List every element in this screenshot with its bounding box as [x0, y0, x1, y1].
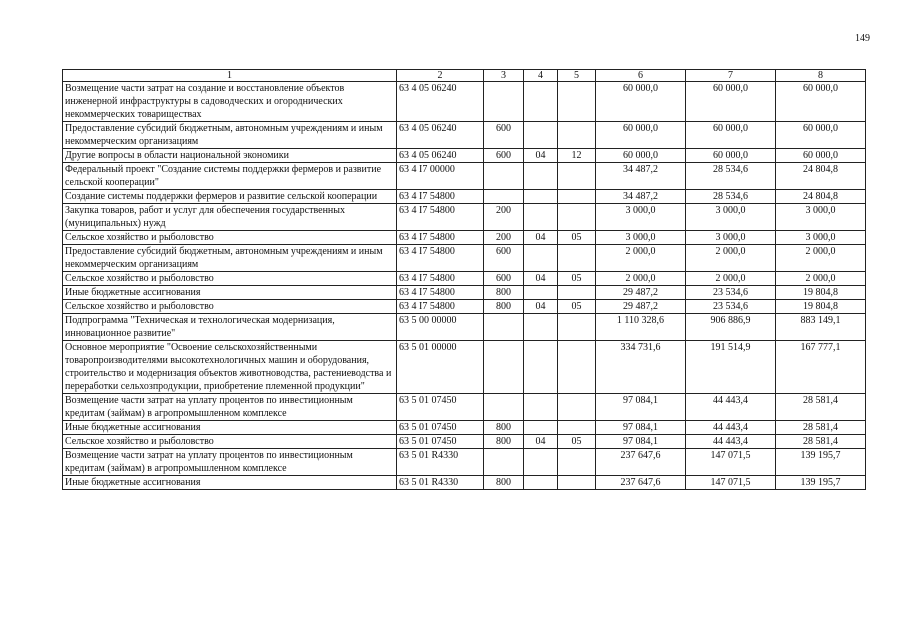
- amount-col6-cell: 60 000,0: [596, 82, 686, 122]
- section-cell: 04: [524, 300, 558, 314]
- table-row: [63, 286, 866, 300]
- amount-col6-cell: 60 000,0: [596, 122, 686, 149]
- budget-table: [62, 69, 866, 490]
- expense-type-cell: [484, 449, 524, 476]
- expense-type-cell: 600: [484, 272, 524, 286]
- amount-col7-cell: 28 534,6: [686, 190, 776, 204]
- expense-type-cell: 600: [484, 245, 524, 272]
- subsection-cell: [558, 190, 596, 204]
- amount-col8-cell: 60 000,0: [776, 82, 866, 122]
- expense-type-cell: 600: [484, 122, 524, 149]
- amount-col6-cell: 3 000,0: [596, 204, 686, 231]
- amount-col7-cell: 44 443,4: [686, 435, 776, 449]
- table-row: [63, 245, 866, 272]
- budget-code-cell: 63 4 05 06240: [397, 82, 484, 122]
- subsection-cell: 05: [558, 231, 596, 245]
- table-row: [63, 190, 866, 204]
- amount-col6-cell: 1 110 328,6: [596, 314, 686, 341]
- expense-type-cell: 200: [484, 231, 524, 245]
- budget-code-cell: 63 4 I7 00000: [397, 163, 484, 190]
- expense-type-cell: [484, 82, 524, 122]
- expense-type-cell: [484, 163, 524, 190]
- table-row: [63, 341, 866, 394]
- table-row: [63, 231, 866, 245]
- amount-col7-cell: 191 514,9: [686, 341, 776, 394]
- amount-col6-cell: 97 084,1: [596, 435, 686, 449]
- amount-col6-cell: 29 487,2: [596, 300, 686, 314]
- section-cell: 04: [524, 231, 558, 245]
- amount-col6-cell: 97 084,1: [596, 394, 686, 421]
- subsection-cell: [558, 449, 596, 476]
- subsection-cell: [558, 82, 596, 122]
- amount-col8-cell: 883 149,1: [776, 314, 866, 341]
- amount-col6-cell: 34 487,2: [596, 190, 686, 204]
- expense-type-cell: 200: [484, 204, 524, 231]
- amount-col6-cell: 237 647,6: [596, 449, 686, 476]
- subsection-cell: 05: [558, 435, 596, 449]
- subsection-cell: 12: [558, 149, 596, 163]
- section-cell: [524, 314, 558, 341]
- amount-col7-cell: 3 000,0: [686, 231, 776, 245]
- subsection-cell: [558, 314, 596, 341]
- expense-type-cell: 600: [484, 149, 524, 163]
- table-row: [63, 394, 866, 421]
- amount-col6-cell: 3 000,0: [596, 231, 686, 245]
- subsection-cell: [558, 163, 596, 190]
- table-row: [63, 149, 866, 163]
- item-name-cell: Предоставление субсидий бюджетным, автономным учреждениям и иным некоммерческим организациям: [63, 122, 397, 149]
- expense-type-cell: 800: [484, 286, 524, 300]
- table-row: [63, 82, 866, 122]
- header-cell: 4: [524, 70, 558, 82]
- budget-code-cell: 63 5 01 07450: [397, 394, 484, 421]
- item-name-cell: Другие вопросы в области национальной экономики: [63, 149, 397, 163]
- subsection-cell: [558, 204, 596, 231]
- amount-col7-cell: 44 443,4: [686, 421, 776, 435]
- amount-col8-cell: 2 000,0: [776, 245, 866, 272]
- item-name-cell: Создание системы поддержки фермеров и развитие сельской кооперации: [63, 190, 397, 204]
- budget-code-cell: 63 5 01 R4330: [397, 476, 484, 490]
- header-cell: 5: [558, 70, 596, 82]
- budget-code-cell: 63 4 I7 54800: [397, 245, 484, 272]
- section-cell: 04: [524, 272, 558, 286]
- table-body: [63, 82, 866, 490]
- amount-col8-cell: 167 777,1: [776, 341, 866, 394]
- subsection-cell: [558, 476, 596, 490]
- table-row: [63, 272, 866, 286]
- table-row: [63, 435, 866, 449]
- subsection-cell: [558, 341, 596, 394]
- section-cell: [524, 421, 558, 435]
- expense-type-cell: 800: [484, 300, 524, 314]
- amount-col6-cell: 34 487,2: [596, 163, 686, 190]
- item-name-cell: Сельское хозяйство и рыболовство: [63, 435, 397, 449]
- amount-col6-cell: 29 487,2: [596, 286, 686, 300]
- budget-code-cell: 63 4 I7 54800: [397, 286, 484, 300]
- subsection-cell: [558, 122, 596, 149]
- expense-type-cell: 800: [484, 421, 524, 435]
- table-row: [63, 163, 866, 190]
- expense-type-cell: [484, 190, 524, 204]
- amount-col7-cell: 60 000,0: [686, 82, 776, 122]
- budget-code-cell: 63 5 01 00000: [397, 341, 484, 394]
- budget-code-cell: 63 4 I7 54800: [397, 190, 484, 204]
- subsection-cell: [558, 394, 596, 421]
- item-name-cell: Федеральный проект "Создание системы поддержки фермеров и развитие сельской кооперации": [63, 163, 397, 190]
- item-name-cell: Сельское хозяйство и рыболовство: [63, 272, 397, 286]
- header-cell: 3: [484, 70, 524, 82]
- item-name-cell: Основное мероприятие "Освоение сельскохозяйственными товаропроизводителями высокотехнологичных машин и оборудования, строительство и модернизация объектов животноводства, растениеводства и переработки сельхозпродукции, приобретение племенной продукции": [63, 341, 397, 394]
- header-cell: 1: [63, 70, 397, 82]
- amount-col7-cell: 2 000,0: [686, 245, 776, 272]
- budget-code-cell: 63 5 01 07450: [397, 435, 484, 449]
- subsection-cell: [558, 245, 596, 272]
- amount-col8-cell: 19 804,8: [776, 286, 866, 300]
- budget-code-cell: 63 4 I7 54800: [397, 204, 484, 231]
- section-cell: [524, 245, 558, 272]
- amount-col8-cell: 28 581,4: [776, 394, 866, 421]
- budget-code-cell: 63 5 01 R4330: [397, 449, 484, 476]
- budget-code-cell: 63 4 05 06240: [397, 122, 484, 149]
- section-cell: [524, 204, 558, 231]
- item-name-cell: Сельское хозяйство и рыболовство: [63, 300, 397, 314]
- section-cell: [524, 163, 558, 190]
- expense-type-cell: [484, 341, 524, 394]
- table-row: [63, 204, 866, 231]
- amount-col7-cell: 60 000,0: [686, 122, 776, 149]
- item-name-cell: Возмещение части затрат на создание и восстановление объектов инженерной инфраструктуры в садоводческих и огороднических некоммерческих товариществах: [63, 82, 397, 122]
- page-number: 149: [855, 33, 870, 44]
- section-cell: 04: [524, 435, 558, 449]
- amount-col8-cell: 24 804,8: [776, 190, 866, 204]
- amount-col8-cell: 28 581,4: [776, 435, 866, 449]
- expense-type-cell: [484, 394, 524, 421]
- budget-code-cell: 63 4 I7 54800: [397, 231, 484, 245]
- amount-col8-cell: 24 804,8: [776, 163, 866, 190]
- expense-type-cell: 800: [484, 476, 524, 490]
- amount-col7-cell: 147 071,5: [686, 449, 776, 476]
- amount-col8-cell: 3 000,0: [776, 204, 866, 231]
- table-row: [63, 449, 866, 476]
- amount-col8-cell: 3 000,0: [776, 231, 866, 245]
- section-cell: 04: [524, 149, 558, 163]
- section-cell: [524, 122, 558, 149]
- section-cell: [524, 449, 558, 476]
- budget-code-cell: 63 5 00 00000: [397, 314, 484, 341]
- amount-col8-cell: 139 195,7: [776, 476, 866, 490]
- section-cell: [524, 82, 558, 122]
- item-name-cell: Иные бюджетные ассигнования: [63, 476, 397, 490]
- item-name-cell: Подпрограмма "Техническая и технологическая модернизация, инновационное развитие": [63, 314, 397, 341]
- table-row: [63, 314, 866, 341]
- amount-col8-cell: 19 804,8: [776, 300, 866, 314]
- header-cell: 2: [397, 70, 484, 82]
- amount-col6-cell: 2 000,0: [596, 272, 686, 286]
- amount-col7-cell: 2 000,0: [686, 272, 776, 286]
- amount-col6-cell: 2 000,0: [596, 245, 686, 272]
- amount-col8-cell: 60 000,0: [776, 149, 866, 163]
- item-name-cell: Сельское хозяйство и рыболовство: [63, 231, 397, 245]
- item-name-cell: Иные бюджетные ассигнования: [63, 286, 397, 300]
- amount-col7-cell: 23 534,6: [686, 300, 776, 314]
- budget-code-cell: 63 5 01 07450: [397, 421, 484, 435]
- amount-col6-cell: 97 084,1: [596, 421, 686, 435]
- amount-col6-cell: 334 731,6: [596, 341, 686, 394]
- amount-col8-cell: 28 581,4: [776, 421, 866, 435]
- amount-col6-cell: 60 000,0: [596, 149, 686, 163]
- amount-col7-cell: 906 886,9: [686, 314, 776, 341]
- header-cell: 7: [686, 70, 776, 82]
- amount-col8-cell: 60 000,0: [776, 122, 866, 149]
- item-name-cell: Возмещение части затрат на уплату процентов по инвестиционным кредитам (займам) в агропромышленном комплексе: [63, 449, 397, 476]
- amount-col7-cell: 28 534,6: [686, 163, 776, 190]
- section-cell: [524, 190, 558, 204]
- amount-col7-cell: 3 000,0: [686, 204, 776, 231]
- section-cell: [524, 394, 558, 421]
- item-name-cell: Иные бюджетные ассигнования: [63, 421, 397, 435]
- table-row: [63, 122, 866, 149]
- amount-col7-cell: 23 534,6: [686, 286, 776, 300]
- subsection-cell: 05: [558, 300, 596, 314]
- subsection-cell: 05: [558, 272, 596, 286]
- amount-col8-cell: 2 000,0: [776, 272, 866, 286]
- amount-col7-cell: 147 071,5: [686, 476, 776, 490]
- table-row: [63, 476, 866, 490]
- header-cell: 6: [596, 70, 686, 82]
- item-name-cell: Закупка товаров, работ и услуг для обеспечения государственных (муниципальных) нужд: [63, 204, 397, 231]
- expense-type-cell: 800: [484, 435, 524, 449]
- subsection-cell: [558, 421, 596, 435]
- amount-col7-cell: 60 000,0: [686, 149, 776, 163]
- budget-code-cell: 63 4 I7 54800: [397, 272, 484, 286]
- table-row: [63, 300, 866, 314]
- subsection-cell: [558, 286, 596, 300]
- amount-col8-cell: 139 195,7: [776, 449, 866, 476]
- item-name-cell: Возмещение части затрат на уплату процентов по инвестиционным кредитам (займам) в агропромышленном комплексе: [63, 394, 397, 421]
- expense-type-cell: [484, 314, 524, 341]
- amount-col7-cell: 44 443,4: [686, 394, 776, 421]
- item-name-cell: Предоставление субсидий бюджетным, автономным учреждениям и иным некоммерческим организациям: [63, 245, 397, 272]
- budget-code-cell: 63 4 05 06240: [397, 149, 484, 163]
- section-cell: [524, 476, 558, 490]
- budget-code-cell: 63 4 I7 54800: [397, 300, 484, 314]
- section-cell: [524, 286, 558, 300]
- header-row: [63, 70, 866, 82]
- table-row: [63, 421, 866, 435]
- header-cell: 8: [776, 70, 866, 82]
- section-cell: [524, 341, 558, 394]
- amount-col6-cell: 237 647,6: [596, 476, 686, 490]
